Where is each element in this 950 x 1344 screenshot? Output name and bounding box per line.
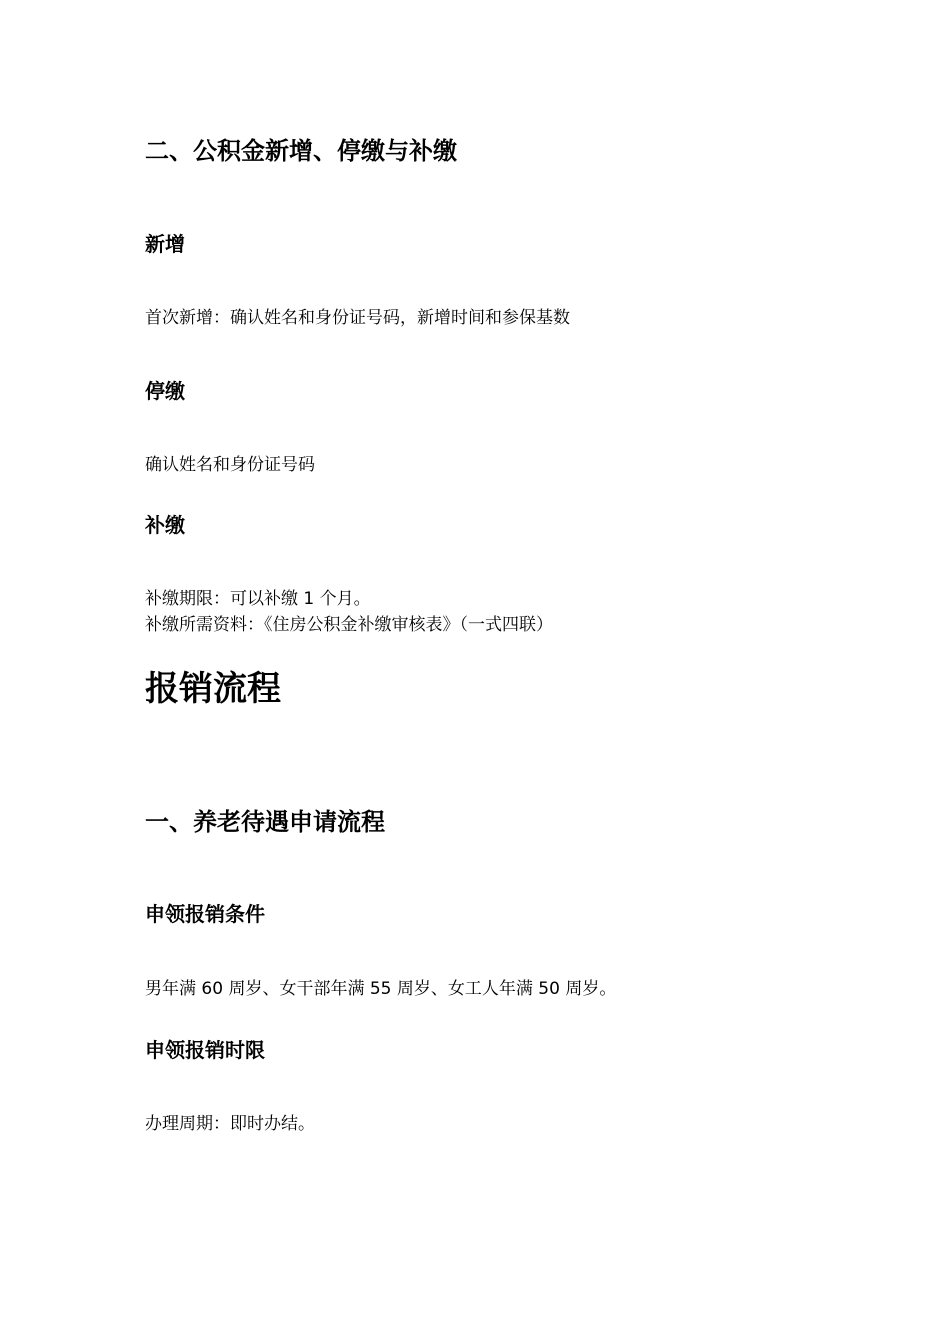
time-limit-heading: 申领报销时限	[145, 1038, 265, 1062]
supplement-heading: 补缴	[145, 513, 185, 537]
fund-section-heading: 二、公积金新增、停缴与补缴	[145, 137, 457, 165]
supplement-period-text: 补缴期限：可以补缴 1 个月。	[145, 589, 371, 609]
stop-heading: 停缴	[145, 379, 185, 403]
condition-heading: 申领报销条件	[145, 902, 265, 926]
reimburse-title: 报销流程	[145, 669, 281, 709]
condition-text: 男年满 60 周岁、女干部年满 55 周岁、女工人年满 50 周岁。	[145, 979, 617, 999]
time-limit-text: 办理周期：即时办结。	[145, 1114, 315, 1134]
stop-text: 确认姓名和身份证号码	[145, 455, 315, 475]
add-text: 首次新增：确认姓名和身份证号码，新增时间和参保基数	[145, 308, 570, 328]
pension-section-heading: 一、养老待遇申请流程	[145, 808, 385, 836]
add-heading: 新增	[145, 232, 185, 256]
supplement-materials-text: 补缴所需资料：《住房公积金补缴审核表》（一式四联）	[145, 615, 553, 635]
